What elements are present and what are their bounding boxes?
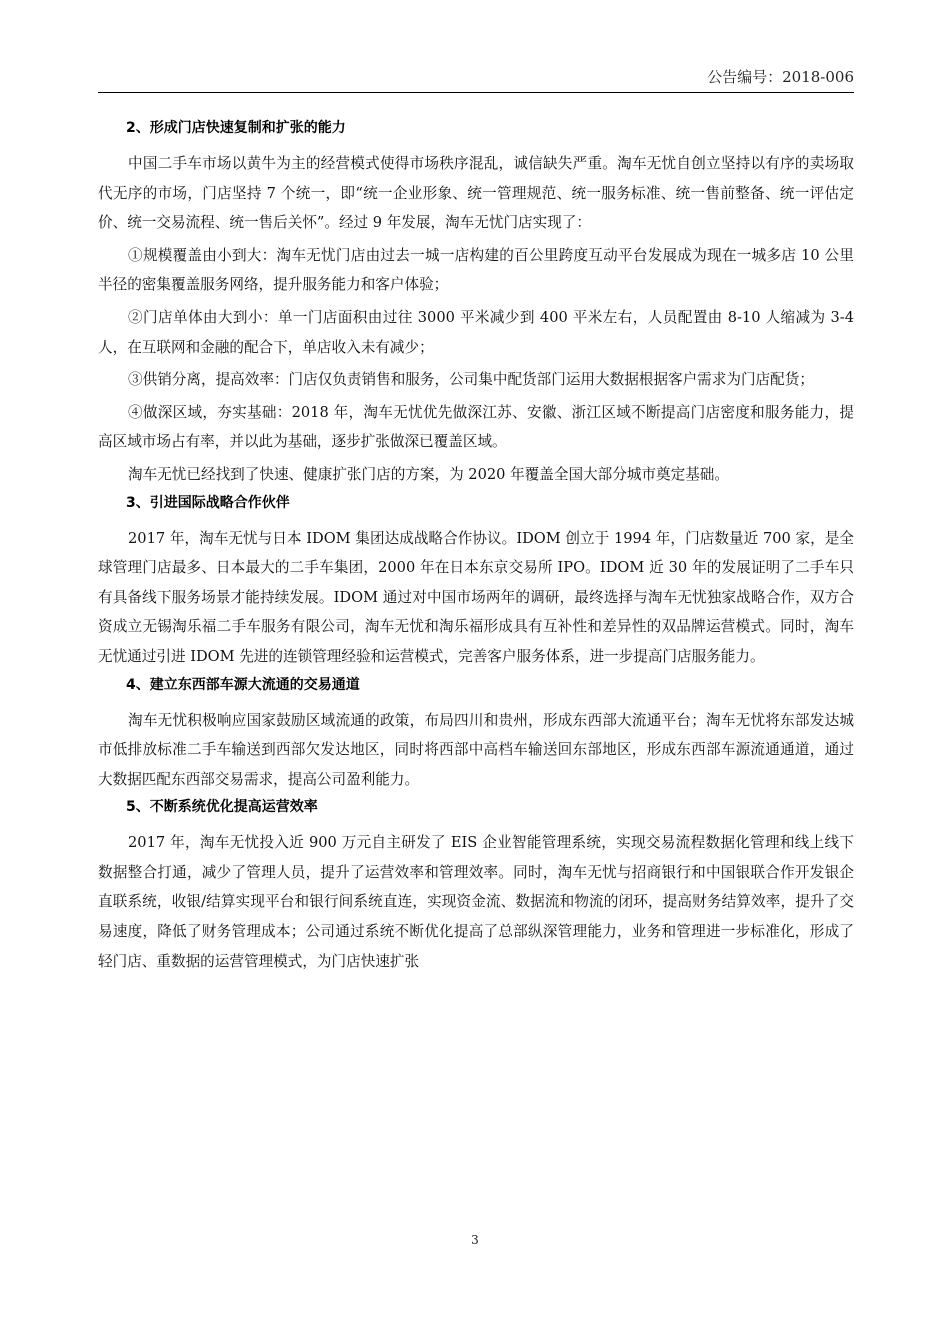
section-heading: 2、形成门店快速复制和扩张的能力 xyxy=(126,120,346,136)
header-divider xyxy=(98,92,854,93)
paragraph: 淘车无忧积极响应国家鼓励区域流通的政策，布局四川和贵州，形成东西部大流通平台；淘车无忧将东部发达城市低排放标准二手车输送到西部欠发达地区，同时将西部中高档车输送回东部地区，形成东西部车源流通通道，通过大数据匹配东西部交易需求，提高公司盈利能力。 xyxy=(98,711,854,788)
paragraph: 淘车无忧已经找到了快速、健康扩张门店的方案，为 2020 年覆盖全国大部分城市奠定基础。 xyxy=(128,465,729,483)
section-system-optimization xyxy=(98,797,854,976)
paragraph: ②门店单体由大到小：单一门店面积由过往 3000 平米减少到 400 平米左右，人员配置由 8-10 人缩减为 3-4 人，在互联网和金融的配合下，单店收入未有减少； xyxy=(98,308,854,356)
section-east-west-channel xyxy=(98,675,854,795)
page-number: 3 xyxy=(471,1233,479,1247)
document-body xyxy=(98,118,854,979)
section-heading: 4、建立东西部车源大流通的交易通道 xyxy=(126,676,360,693)
paragraph: 2017 年，淘车无忧与日本 IDOM 集团达成战略合作协议。IDOM 创立于 1994 年，门店数量近 700 家，是全球管理门店最多、日本最大的二手车集团，2000 年在日本东京交易所 IPO。IDOM 近 30 年的发展证明了二手车只有具备线下服务场景才能持续发展。IDOM 通过对中国市场两年的调研，最终选择与淘车无忧独家战略合作，双方合资成立无锡淘乐福二手车服务有限公司，淘车无忧和淘乐福形成具有互补性和差异性的双品牌运营模式。同时，淘车无忧通过引进 IDOM 先进的连锁管理经验和运营模式，完善客户服务体系，进一步提高门店服务能力。 xyxy=(98,529,854,665)
section-heading: 5、不断系统优化提高运营效率 xyxy=(126,799,318,816)
section-heading: 3、引进国际战略合作伙伴 xyxy=(126,494,290,511)
paragraph: ④做深区域，夯实基础：2018 年，淘车无忧优先做深江苏、安徽、浙江区域不断提高门店密度和服务能力，提高区域市场占有率，并以此为基础，逐步扩张做深已覆盖区域。 xyxy=(98,403,854,451)
paragraph: ①规模覆盖由小到大：淘车无忧门店由过去一城一店构建的百公里跨度互动平台发展成为现在一城多店 10 公里半径的密集覆盖服务网络，提升服务能力和客户体验； xyxy=(98,246,854,294)
section-store-replication xyxy=(98,118,854,490)
paragraph: ③供销分离，提高效率：门店仅负责销售和服务，公司集中配货部门运用大数据根据客户需求为门店配货； xyxy=(128,371,814,389)
section-strategic-partner xyxy=(98,493,854,672)
announcement-number: 公告编号：2018-006 xyxy=(707,68,854,86)
paragraph: 中国二手车市场以黄牛为主的经营模式使得市场秩序混乱，诚信缺失严重。淘车无忧自创立坚持以有序的卖场取代无序的市场，门店坚持 7 个统一，即“统一企业形象、统一管理规范、统一服务标准、统一售前整备、统一评估定价、统一交易流程、统一售后关怀”。经过 9 年发展，淘车无忧门店实现了： xyxy=(98,155,854,232)
paragraph: 2017 年，淘车无忧投入近 900 万元自主研发了 EIS 企业智能管理系统，实现交易流程数据化管理和线上线下数据整合打通，减少了管理人员，提升了运营效率和管理效率。同时，淘车无忧与招商银行和中国银联合作开发银企直联系统，收银/结算实现平台和银行间系统直连，实现资金流、数据流和物流的闭环，提高财务结算效率，提升了交易速度，降低了财务管理成本；公司通过系统不断优化提高了总部纵深管理能力，业务和管理进一步标准化，形成了轻门店、重数据的运营管理模式，为门店快速扩张 xyxy=(98,834,854,970)
